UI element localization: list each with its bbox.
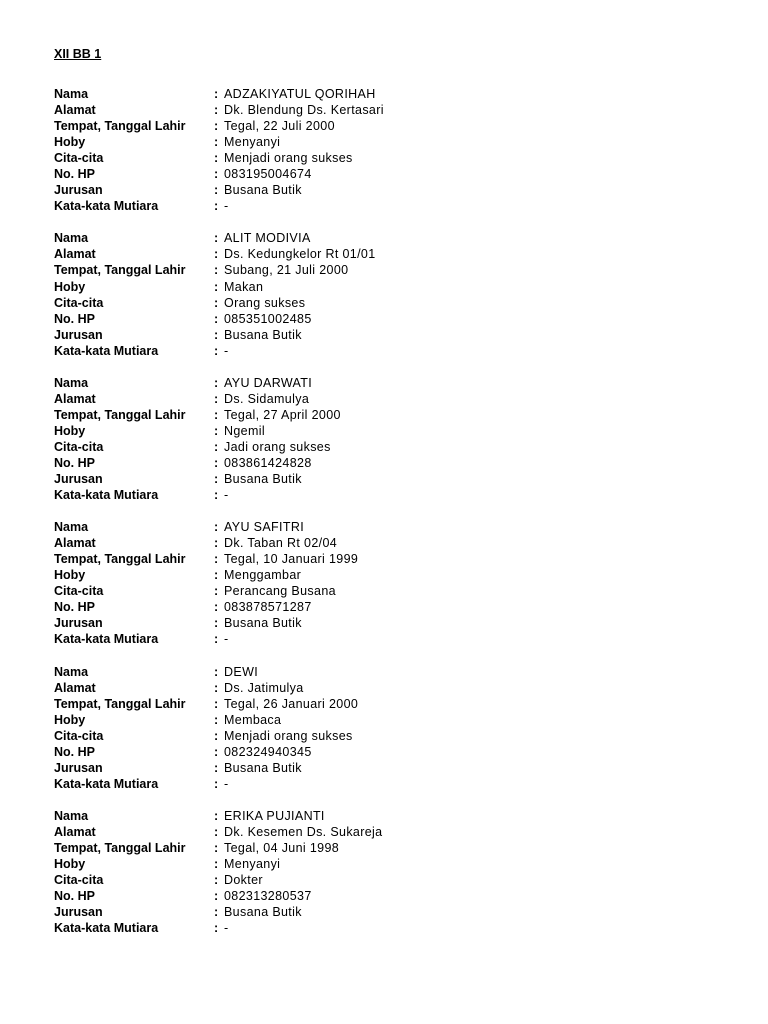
- field-row-alamat: [54, 246, 734, 262]
- field-row-mutiara: [54, 920, 734, 936]
- label-hoby: Hoby: [54, 857, 86, 872]
- label-mutiara: Kata-kata Mutiara: [54, 776, 159, 791]
- colon-separator: :: [214, 103, 219, 118]
- field-row-hoby: [54, 712, 734, 728]
- label-cita: Cita-cita: [54, 728, 104, 743]
- colon-separator: :: [214, 231, 219, 246]
- colon-separator: :: [214, 119, 219, 134]
- colon-separator: :: [214, 744, 219, 759]
- field-row-alamat: [54, 824, 734, 840]
- class-title: XII BB 1: [54, 47, 102, 61]
- label-cita: Cita-cita: [54, 584, 104, 599]
- value-nama: AYU DARWATI: [224, 375, 313, 390]
- field-row-hp: [54, 311, 734, 327]
- label-hp: No. HP: [54, 744, 95, 759]
- label-nama: Nama: [54, 87, 89, 101]
- field-row-cita: [54, 583, 734, 599]
- value-hoby: Ngemil: [224, 423, 265, 438]
- value-hoby: Makan: [224, 279, 264, 294]
- value-jurusan: Busana Butik: [224, 760, 302, 775]
- label-hp: No. HP: [54, 600, 95, 615]
- value-ttl: Tegal, 04 Juni 1998: [224, 840, 340, 855]
- value-alamat: Ds. Jatimulya: [224, 680, 304, 695]
- value-jurusan: Busana Butik: [224, 472, 302, 487]
- colon-separator: :: [214, 295, 219, 310]
- label-cita: Cita-cita: [54, 295, 104, 310]
- value-mutiara: -: [224, 776, 229, 791]
- colon-separator: :: [214, 343, 219, 358]
- value-ttl: Tegal, 22 Juli 2000: [224, 119, 335, 134]
- colon-separator: :: [214, 584, 219, 599]
- field-row-ttl: [54, 551, 734, 567]
- field-row-jurusan: [54, 760, 734, 776]
- label-nama: Nama: [54, 664, 89, 679]
- field-row-mutiara: [54, 631, 734, 647]
- colon-separator: :: [214, 712, 219, 727]
- field-row-hoby: [54, 279, 734, 295]
- field-row-ttl: [54, 840, 734, 856]
- value-hoby: Menyanyi: [224, 857, 281, 872]
- value-alamat: Ds. Kedungkelor Rt 01/01: [224, 247, 376, 262]
- label-nama: Nama: [54, 231, 89, 246]
- label-hoby: Hoby: [54, 712, 86, 727]
- field-row-ttl: [54, 696, 734, 712]
- label-mutiara: Kata-kata Mutiara: [54, 632, 159, 647]
- value-hp: 083195004674: [224, 167, 312, 182]
- colon-separator: :: [214, 407, 219, 422]
- colon-separator: :: [214, 472, 219, 487]
- label-cita: Cita-cita: [54, 439, 104, 454]
- label-ttl: Tempat, Tanggal Lahir: [54, 263, 186, 278]
- label-cita: Cita-cita: [54, 151, 104, 166]
- student-record: [54, 664, 734, 792]
- field-row-ttl: [54, 407, 734, 423]
- colon-separator: :: [214, 889, 219, 904]
- colon-separator: :: [214, 135, 219, 150]
- field-row-hoby: [54, 134, 734, 150]
- value-cita: Perancang Busana: [224, 584, 336, 599]
- value-hp: 082313280537: [224, 889, 312, 904]
- label-hoby: Hoby: [54, 423, 86, 438]
- field-row-hp: [54, 744, 734, 760]
- field-row-hoby: [54, 567, 734, 583]
- value-hp: 083861424828: [224, 455, 312, 470]
- value-hp: 085351002485: [224, 311, 312, 326]
- colon-separator: :: [214, 824, 219, 839]
- colon-separator: :: [214, 696, 219, 711]
- colon-separator: :: [214, 808, 219, 823]
- value-hp: 082324940345: [224, 744, 312, 759]
- label-nama: Nama: [54, 520, 89, 535]
- label-mutiara: Kata-kata Mutiara: [54, 488, 159, 503]
- value-jurusan: Busana Butik: [224, 905, 302, 920]
- label-ttl: Tempat, Tanggal Lahir: [54, 552, 186, 567]
- colon-separator: :: [214, 680, 219, 695]
- colon-separator: :: [214, 391, 219, 406]
- value-ttl: Tegal, 26 Januari 2000: [224, 696, 359, 711]
- colon-separator: :: [214, 600, 219, 615]
- student-record: [54, 519, 734, 647]
- field-row-cita: [54, 150, 734, 166]
- field-row-nama: [54, 519, 734, 535]
- field-row-alamat: [54, 680, 734, 696]
- value-mutiara: -: [224, 343, 229, 358]
- colon-separator: :: [214, 183, 219, 198]
- value-mutiara: -: [224, 488, 229, 503]
- colon-separator: :: [214, 375, 219, 390]
- colon-separator: :: [214, 151, 219, 166]
- value-cita: Menjadi orang sukses: [224, 728, 353, 743]
- label-hp: No. HP: [54, 311, 95, 326]
- field-row-mutiara: [54, 198, 734, 214]
- value-hp: 083878571287: [224, 600, 312, 615]
- field-row-cita: [54, 872, 734, 888]
- field-row-ttl: [54, 118, 734, 134]
- value-cita: Jadi orang sukses: [224, 439, 331, 454]
- value-mutiara: -: [224, 921, 229, 936]
- field-row-hp: [54, 888, 734, 904]
- field-row-jurusan: [54, 615, 734, 631]
- colon-separator: :: [214, 873, 219, 888]
- student-record: [54, 86, 734, 214]
- field-row-hoby: [54, 423, 734, 439]
- colon-separator: :: [214, 439, 219, 454]
- colon-separator: :: [214, 857, 219, 872]
- field-row-hp: [54, 599, 734, 615]
- colon-separator: :: [214, 776, 219, 791]
- field-row-hp: [54, 455, 734, 471]
- value-nama: ADZAKIYATUL QORIHAH: [224, 87, 376, 101]
- field-row-mutiara: [54, 487, 734, 503]
- colon-separator: :: [214, 423, 219, 438]
- field-row-mutiara: [54, 776, 734, 792]
- label-jurusan: Jurusan: [54, 905, 103, 920]
- field-row-nama: [54, 86, 734, 102]
- label-hp: No. HP: [54, 889, 95, 904]
- label-hoby: Hoby: [54, 135, 86, 150]
- colon-separator: :: [214, 199, 219, 214]
- field-row-alamat: [54, 102, 734, 118]
- label-ttl: Tempat, Tanggal Lahir: [54, 407, 186, 422]
- label-hp: No. HP: [54, 167, 95, 182]
- label-alamat: Alamat: [54, 680, 96, 695]
- field-row-ttl: [54, 262, 734, 278]
- value-ttl: Subang, 21 Juli 2000: [224, 263, 349, 278]
- value-cita: Orang sukses: [224, 295, 306, 310]
- label-mutiara: Kata-kata Mutiara: [54, 199, 159, 214]
- colon-separator: :: [214, 921, 219, 936]
- label-jurusan: Jurusan: [54, 327, 103, 342]
- label-jurusan: Jurusan: [54, 616, 103, 631]
- field-row-cita: [54, 439, 734, 455]
- colon-separator: :: [214, 632, 219, 647]
- label-alamat: Alamat: [54, 536, 96, 551]
- value-alamat: Dk. Blendung Ds. Kertasari: [224, 103, 384, 118]
- label-cita: Cita-cita: [54, 873, 104, 888]
- value-alamat: Ds. Sidamulya: [224, 391, 310, 406]
- colon-separator: :: [214, 664, 219, 679]
- student-record: [54, 375, 734, 503]
- field-row-alamat: [54, 391, 734, 407]
- label-nama: Nama: [54, 808, 89, 823]
- label-alamat: Alamat: [54, 824, 96, 839]
- colon-separator: :: [214, 568, 219, 583]
- label-nama: Nama: [54, 375, 89, 390]
- value-alamat: Dk. Taban Rt 02/04: [224, 536, 338, 551]
- label-hoby: Hoby: [54, 568, 86, 583]
- value-jurusan: Busana Butik: [224, 183, 302, 198]
- colon-separator: :: [214, 488, 219, 503]
- value-cita: Menjadi orang sukses: [224, 151, 353, 166]
- colon-separator: :: [214, 728, 219, 743]
- colon-separator: :: [214, 311, 219, 326]
- value-nama: ALIT MODIVIA: [224, 231, 311, 246]
- colon-separator: :: [214, 87, 219, 101]
- colon-separator: :: [214, 760, 219, 775]
- label-ttl: Tempat, Tanggal Lahir: [54, 119, 186, 134]
- value-nama: DEWI: [224, 664, 259, 679]
- document-page: [54, 46, 734, 952]
- label-hp: No. HP: [54, 455, 95, 470]
- label-ttl: Tempat, Tanggal Lahir: [54, 840, 186, 855]
- field-row-nama: [54, 664, 734, 680]
- colon-separator: :: [214, 536, 219, 551]
- value-mutiara: -: [224, 199, 229, 214]
- value-ttl: Tegal, 27 April 2000: [224, 407, 341, 422]
- field-row-cita: [54, 295, 734, 311]
- field-row-nama: [54, 808, 734, 824]
- field-row-nama: [54, 230, 734, 246]
- colon-separator: :: [214, 247, 219, 262]
- value-jurusan: Busana Butik: [224, 327, 302, 342]
- field-row-alamat: [54, 535, 734, 551]
- field-row-jurusan: [54, 471, 734, 487]
- colon-separator: :: [214, 279, 219, 294]
- label-jurusan: Jurusan: [54, 183, 103, 198]
- value-ttl: Tegal, 10 Januari 1999: [224, 552, 359, 567]
- label-mutiara: Kata-kata Mutiara: [54, 343, 159, 358]
- field-row-jurusan: [54, 182, 734, 198]
- colon-separator: :: [214, 840, 219, 855]
- label-jurusan: Jurusan: [54, 472, 103, 487]
- label-alamat: Alamat: [54, 103, 96, 118]
- label-hoby: Hoby: [54, 279, 86, 294]
- colon-separator: :: [214, 167, 219, 182]
- value-hoby: Membaca: [224, 712, 282, 727]
- label-mutiara: Kata-kata Mutiara: [54, 921, 159, 936]
- field-row-hp: [54, 166, 734, 182]
- student-record: [54, 230, 734, 358]
- colon-separator: :: [214, 552, 219, 567]
- field-row-jurusan: [54, 327, 734, 343]
- label-alamat: Alamat: [54, 247, 96, 262]
- value-nama: ERIKA PUJIANTI: [224, 808, 325, 823]
- field-row-mutiara: [54, 343, 734, 359]
- label-ttl: Tempat, Tanggal Lahir: [54, 696, 186, 711]
- value-jurusan: Busana Butik: [224, 616, 302, 631]
- value-alamat: Dk. Kesemen Ds. Sukareja: [224, 824, 383, 839]
- colon-separator: :: [214, 905, 219, 920]
- colon-separator: :: [214, 327, 219, 342]
- colon-separator: :: [214, 520, 219, 535]
- student-record: [54, 808, 734, 936]
- value-cita: Dokter: [224, 873, 263, 888]
- field-row-nama: [54, 375, 734, 391]
- field-row-cita: [54, 728, 734, 744]
- colon-separator: :: [214, 616, 219, 631]
- label-alamat: Alamat: [54, 391, 96, 406]
- colon-separator: :: [214, 263, 219, 278]
- field-row-hoby: [54, 856, 734, 872]
- field-row-jurusan: [54, 904, 734, 920]
- value-hoby: Menyanyi: [224, 135, 281, 150]
- value-mutiara: -: [224, 632, 229, 647]
- value-nama: AYU SAFITRI: [224, 520, 305, 535]
- colon-separator: :: [214, 455, 219, 470]
- value-hoby: Menggambar: [224, 568, 302, 583]
- label-jurusan: Jurusan: [54, 760, 103, 775]
